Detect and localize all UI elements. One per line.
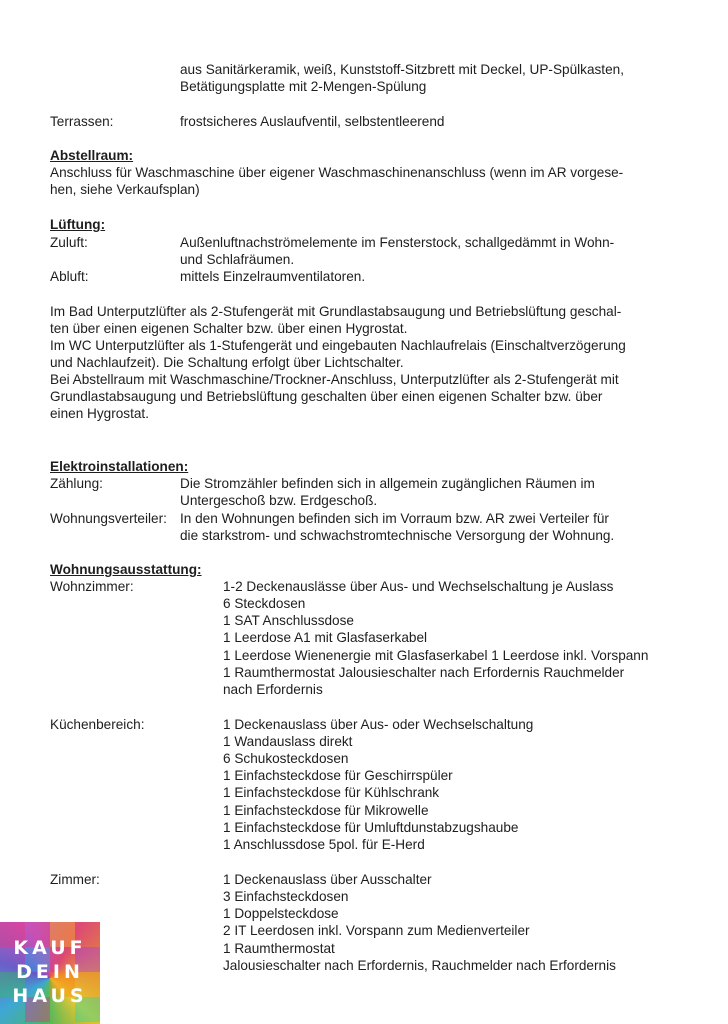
wohnzimmer-item: 6 Steckdosen — [223, 596, 306, 611]
kuechenbereich-item: 1 Anschlussdose 5pol. für E-Herd — [223, 837, 425, 852]
zaehlung-line-2: Untergeschoß bzw. Erdgeschoß. — [180, 493, 378, 508]
abluft-value: mittels Einzelraumventilatoren. — [180, 269, 366, 284]
kuechenbereich-item: 1 Einfachsteckdose für Mikrowelle — [223, 803, 429, 818]
lueftung-paragraph-line-3: Im WC Unterputzlüfter als 1-Stufengerät und eingebauten Nachlaufrelais (Einschaltverzögerung — [50, 338, 626, 353]
lueftung-paragraph-line-4: und Nachlaufzeit). Die Schaltung erfolgt über Lichtschalter. — [50, 355, 404, 370]
zimmer-item: 1 Doppelsteckdose — [223, 906, 339, 921]
wc-description-line-2: Betätigungsplatte mit 2-Mengen-Spülung — [180, 79, 427, 94]
lueftung-paragraph-line-1: Im Bad Unterputzlüfter als 2-Stufengerät mit Grundlastabsaugung und Betriebslüftung geschal- — [50, 304, 622, 319]
kuechenbereich-item: 1 Deckenauslass über Aus- oder Wechselschaltung — [223, 717, 534, 732]
zimmer-item: 1 Deckenauslass über Ausschalter — [223, 872, 432, 887]
elektro-heading: Elektroinstallationen: — [50, 459, 189, 474]
abstellraum-line-2: hen, siehe Verkaufsplan) — [50, 182, 200, 197]
kuechenbereich-item: 1 Einfachsteckdose für Umluftdunstabzugshaube — [223, 820, 519, 835]
lueftung-paragraph-line-5: Bei Abstellraum mit Waschmaschine/Trockner-Anschluss, Unterputzlüfter als 2-Stufengerät mit — [50, 372, 619, 387]
logo-line-dein: DEIN — [16, 961, 84, 983]
kuechenbereich-item: 1 Einfachsteckdose für Geschirrspüler — [223, 768, 453, 783]
kuechenbereich-item: 1 Einfachsteckdose für Kühlschrank — [223, 785, 440, 800]
logo-line-haus: HAUS — [12, 985, 88, 1007]
wc-description-line-1: aus Sanitärkeramik, weiß, Kunststoff-Sitzbrett mit Deckel, UP-Spülkasten, — [180, 62, 624, 77]
logo-line-kauf: KAUF — [13, 937, 87, 959]
lueftung-paragraph-line-7: einen Hygrostat. — [50, 406, 149, 421]
ausstattung-heading: Wohnungsausstattung: — [50, 562, 202, 577]
zimmer-item: 3 Einfachsteckdosen — [223, 889, 349, 904]
zuluft-line-2: und Schlafräumen. — [180, 252, 295, 267]
zaehlung-label: Zählung: — [50, 476, 103, 491]
lueftung-paragraph-line-6: Grundlastabsaugung und Betriebslüftung geschalten über einen eigenen Schalter bzw. über — [50, 389, 603, 404]
abluft-label: Abluft: — [50, 269, 89, 284]
zimmer-item: Jalousieschalter nach Erfordernis, Rauchmelder nach Erfordernis — [223, 958, 616, 973]
zuluft-line-1: Außenluftnachströmelemente im Fensterstock, schallgedämmt in Wohn- — [180, 235, 615, 250]
kuechenbereich-label: Küchenbereich: — [50, 717, 145, 732]
wohnungsverteiler-line-2: die starkstrom- und schwachstromtechnische Versorgung der Wohnung. — [180, 528, 615, 543]
zimmer-item: 2 IT Leerdosen inkl. Vorspann zum Medienverteiler — [223, 923, 530, 938]
lueftung-paragraph-line-2: ten über einen eigenen Schalter bzw. über einen Hygrostat. — [50, 321, 408, 336]
zimmer-label: Zimmer: — [50, 872, 100, 887]
wohnungsverteiler-line-1: In den Wohnungen befinden sich im Vorraum bzw. AR zwei Verteiler für — [180, 511, 609, 526]
kuechenbereich-item: 6 Schukosteckdosen — [223, 751, 349, 766]
wohnzimmer-label: Wohnzimmer: — [50, 579, 134, 594]
zuluft-label: Zuluft: — [50, 235, 88, 250]
lueftung-heading: Lüftung: — [50, 217, 106, 232]
wohnzimmer-item: 1-2 Deckenauslässe über Aus- und Wechselschaltung je Auslass — [223, 579, 614, 594]
wohnungsverteiler-label: Wohnungsverteiler: — [50, 511, 167, 526]
wohnzimmer-item: 1 Raumthermostat Jalousieschalter nach Erfordernis Rauchmelder — [223, 665, 625, 680]
wohnzimmer-item: 1 Leerdose Wienenergie mit Glasfaserkabel 1 Leerdose inkl. Vorspann — [223, 648, 649, 663]
kuechenbereich-item: 1 Wandauslass direkt — [223, 734, 353, 749]
abstellraum-line-1: Anschluss für Waschmaschine über eigener Waschmaschinenanschluss (wenn im AR vorgese- — [50, 165, 624, 180]
abstellraum-heading: Abstellraum: — [50, 148, 134, 163]
wohnzimmer-item: 1 SAT Anschlussdose — [223, 613, 354, 628]
zaehlung-line-1: Die Stromzähler befinden sich in allgemein zugänglichen Räumen im — [180, 476, 595, 491]
terrassen-label: Terrassen: — [50, 114, 114, 129]
kauf-dein-haus-logo — [0, 922, 100, 1024]
wohnzimmer-item: 1 Leerdose A1 mit Glasfaserkabel — [223, 630, 428, 645]
zimmer-item: 1 Raumthermostat — [223, 941, 335, 956]
terrassen-value: frostsicheres Auslaufventil, selbstentleerend — [180, 114, 445, 129]
wohnzimmer-item: nach Erfordernis — [223, 682, 323, 697]
